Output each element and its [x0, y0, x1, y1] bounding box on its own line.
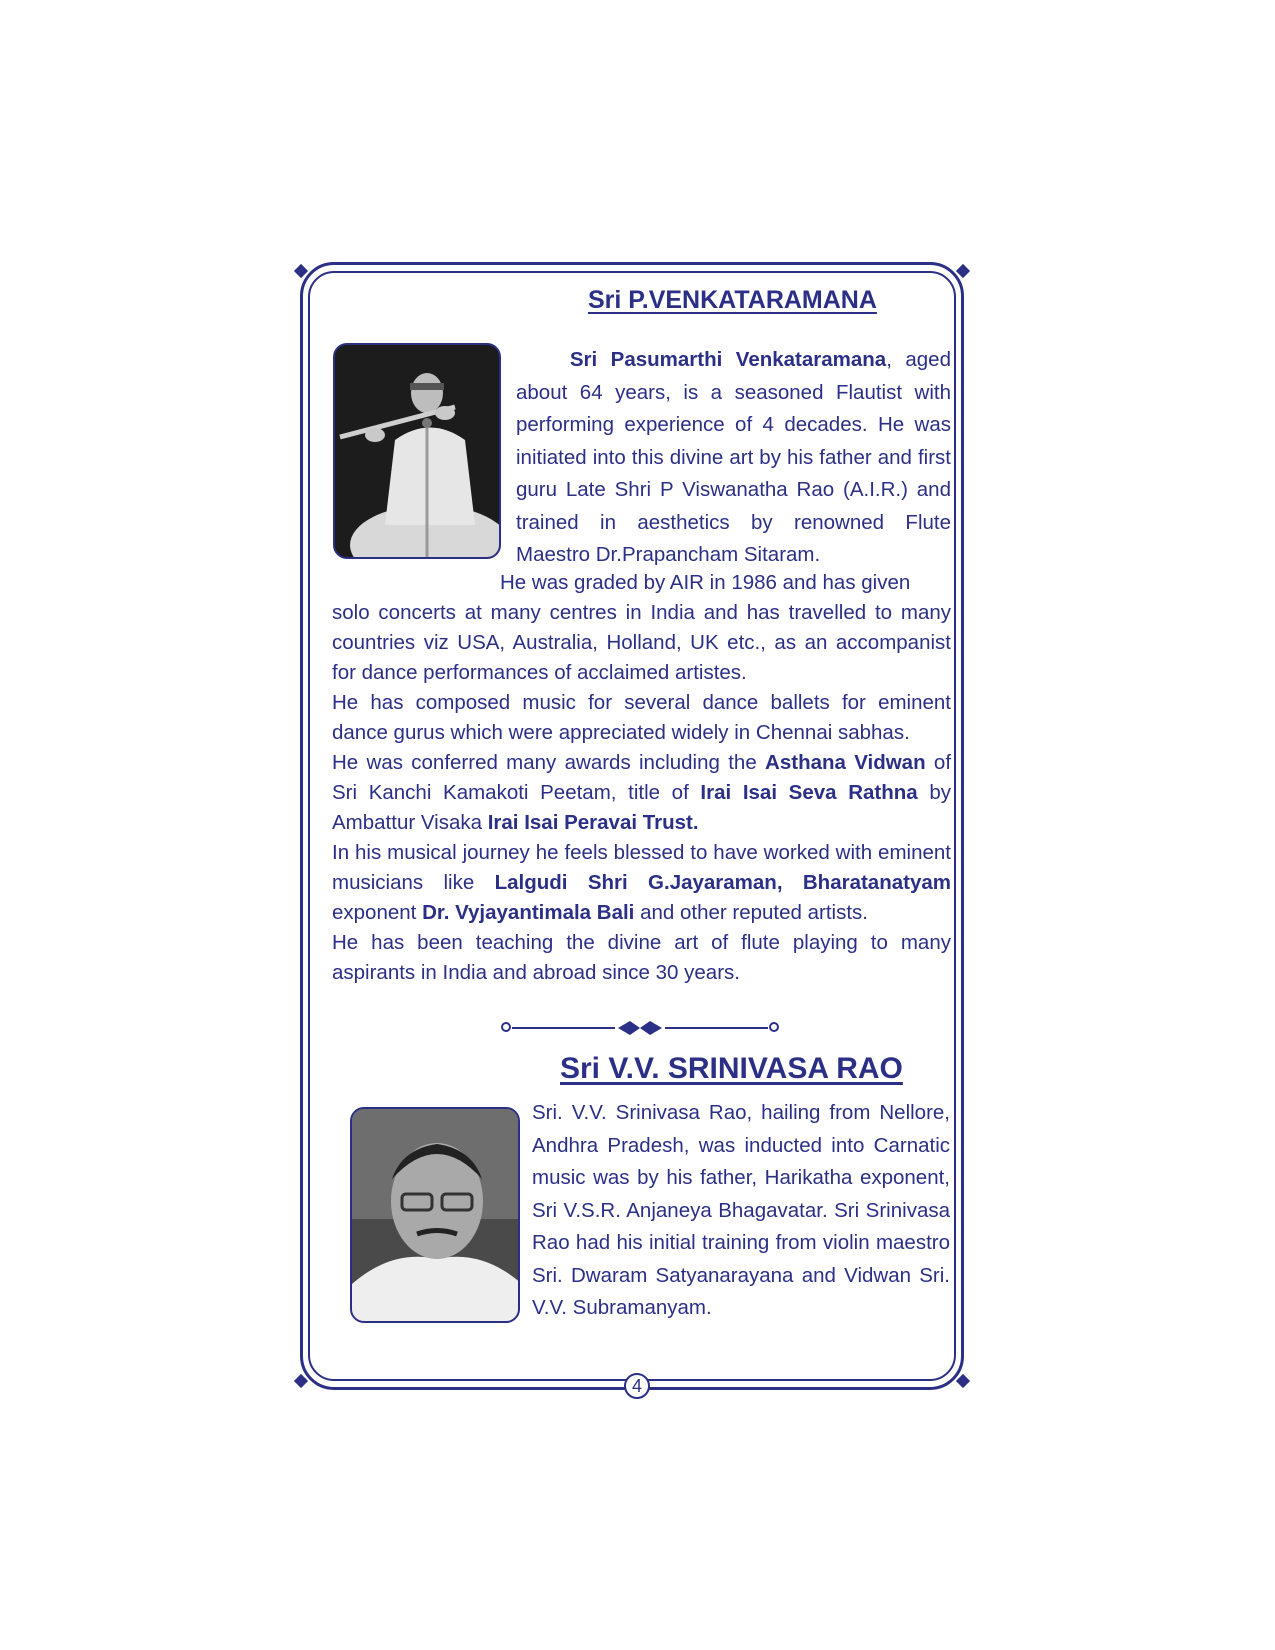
artist-name: Sri Pasumarthi Venkataramana	[569, 348, 887, 371]
graded-line: He was graded by AIR in 1986 and has given	[500, 571, 911, 594]
concerts-text: solo concerts at many centres in India and has travelled to many countries viz USA, Australia, Holland, UK etc., as an accompanist for dance performances of acclaimed artistes.	[332, 601, 951, 684]
section-title: Sri P.VENKATARAMANA	[588, 286, 877, 314]
section-title: Sri V.V. SRINIVASA RAO	[560, 1052, 903, 1085]
intro-text: , aged about 64 years, is a seasoned Flautist with performing experience of 4 decades. He was initiated into this divine art by his father and first guru Late Shri P Viswanatha Rao (A.I.R.) and trained in aesthetics by renowned Flute Maestro Dr.Prapancham Sitaram.	[516, 348, 951, 566]
teaching-text: He has been teaching the divine art of flute playing to many aspirants in India and abroad since 30 years.	[332, 931, 951, 984]
corner-ornament	[956, 1374, 970, 1388]
intro-paragraph	[516, 344, 951, 572]
srinivasa-rao-biography: Sri. V.V. Srinivasa Rao, hailing from Nellore, Andhra Pradesh, was inducted into Carnatic music was by his father, Harikatha exponent, Sri V.S.R. Anjaneya Bhagavatar. Sri Srinivasa Rao had his initial training from violin maestro Sri. Dwaram Satyanarayana and Vidwan Sri. V.V. Subramanyam.	[532, 1101, 950, 1319]
page-number: 4	[624, 1373, 650, 1399]
journey-text: In his musical journey he feels blessed to have worked with eminent musicians like Lalgudi Shri G.Jayaraman, Bharatanatyam exponent Dr. Vyjayantimala Bali and other reputed artists.	[332, 841, 951, 924]
compositions-text: He has composed music for several dance ballets for eminent dance gurus which were appreciated widely in Chennai sabhas.	[332, 691, 951, 744]
biography-body	[332, 568, 951, 988]
portrait-photo	[350, 1107, 520, 1323]
ornamental-divider	[500, 1016, 780, 1038]
awards-text: He was conferred many awards including the Asthana Vidwan of Sri Kanchi Kamakoti Peetam, title of Irai Isai Seva Rathna by Ambattur Visaka Irai Isai Peravai Trust.	[332, 751, 952, 834]
flautist-photo	[333, 343, 501, 559]
portrait-photo-icon	[352, 1109, 520, 1323]
flautist-photo-icon	[335, 345, 501, 559]
